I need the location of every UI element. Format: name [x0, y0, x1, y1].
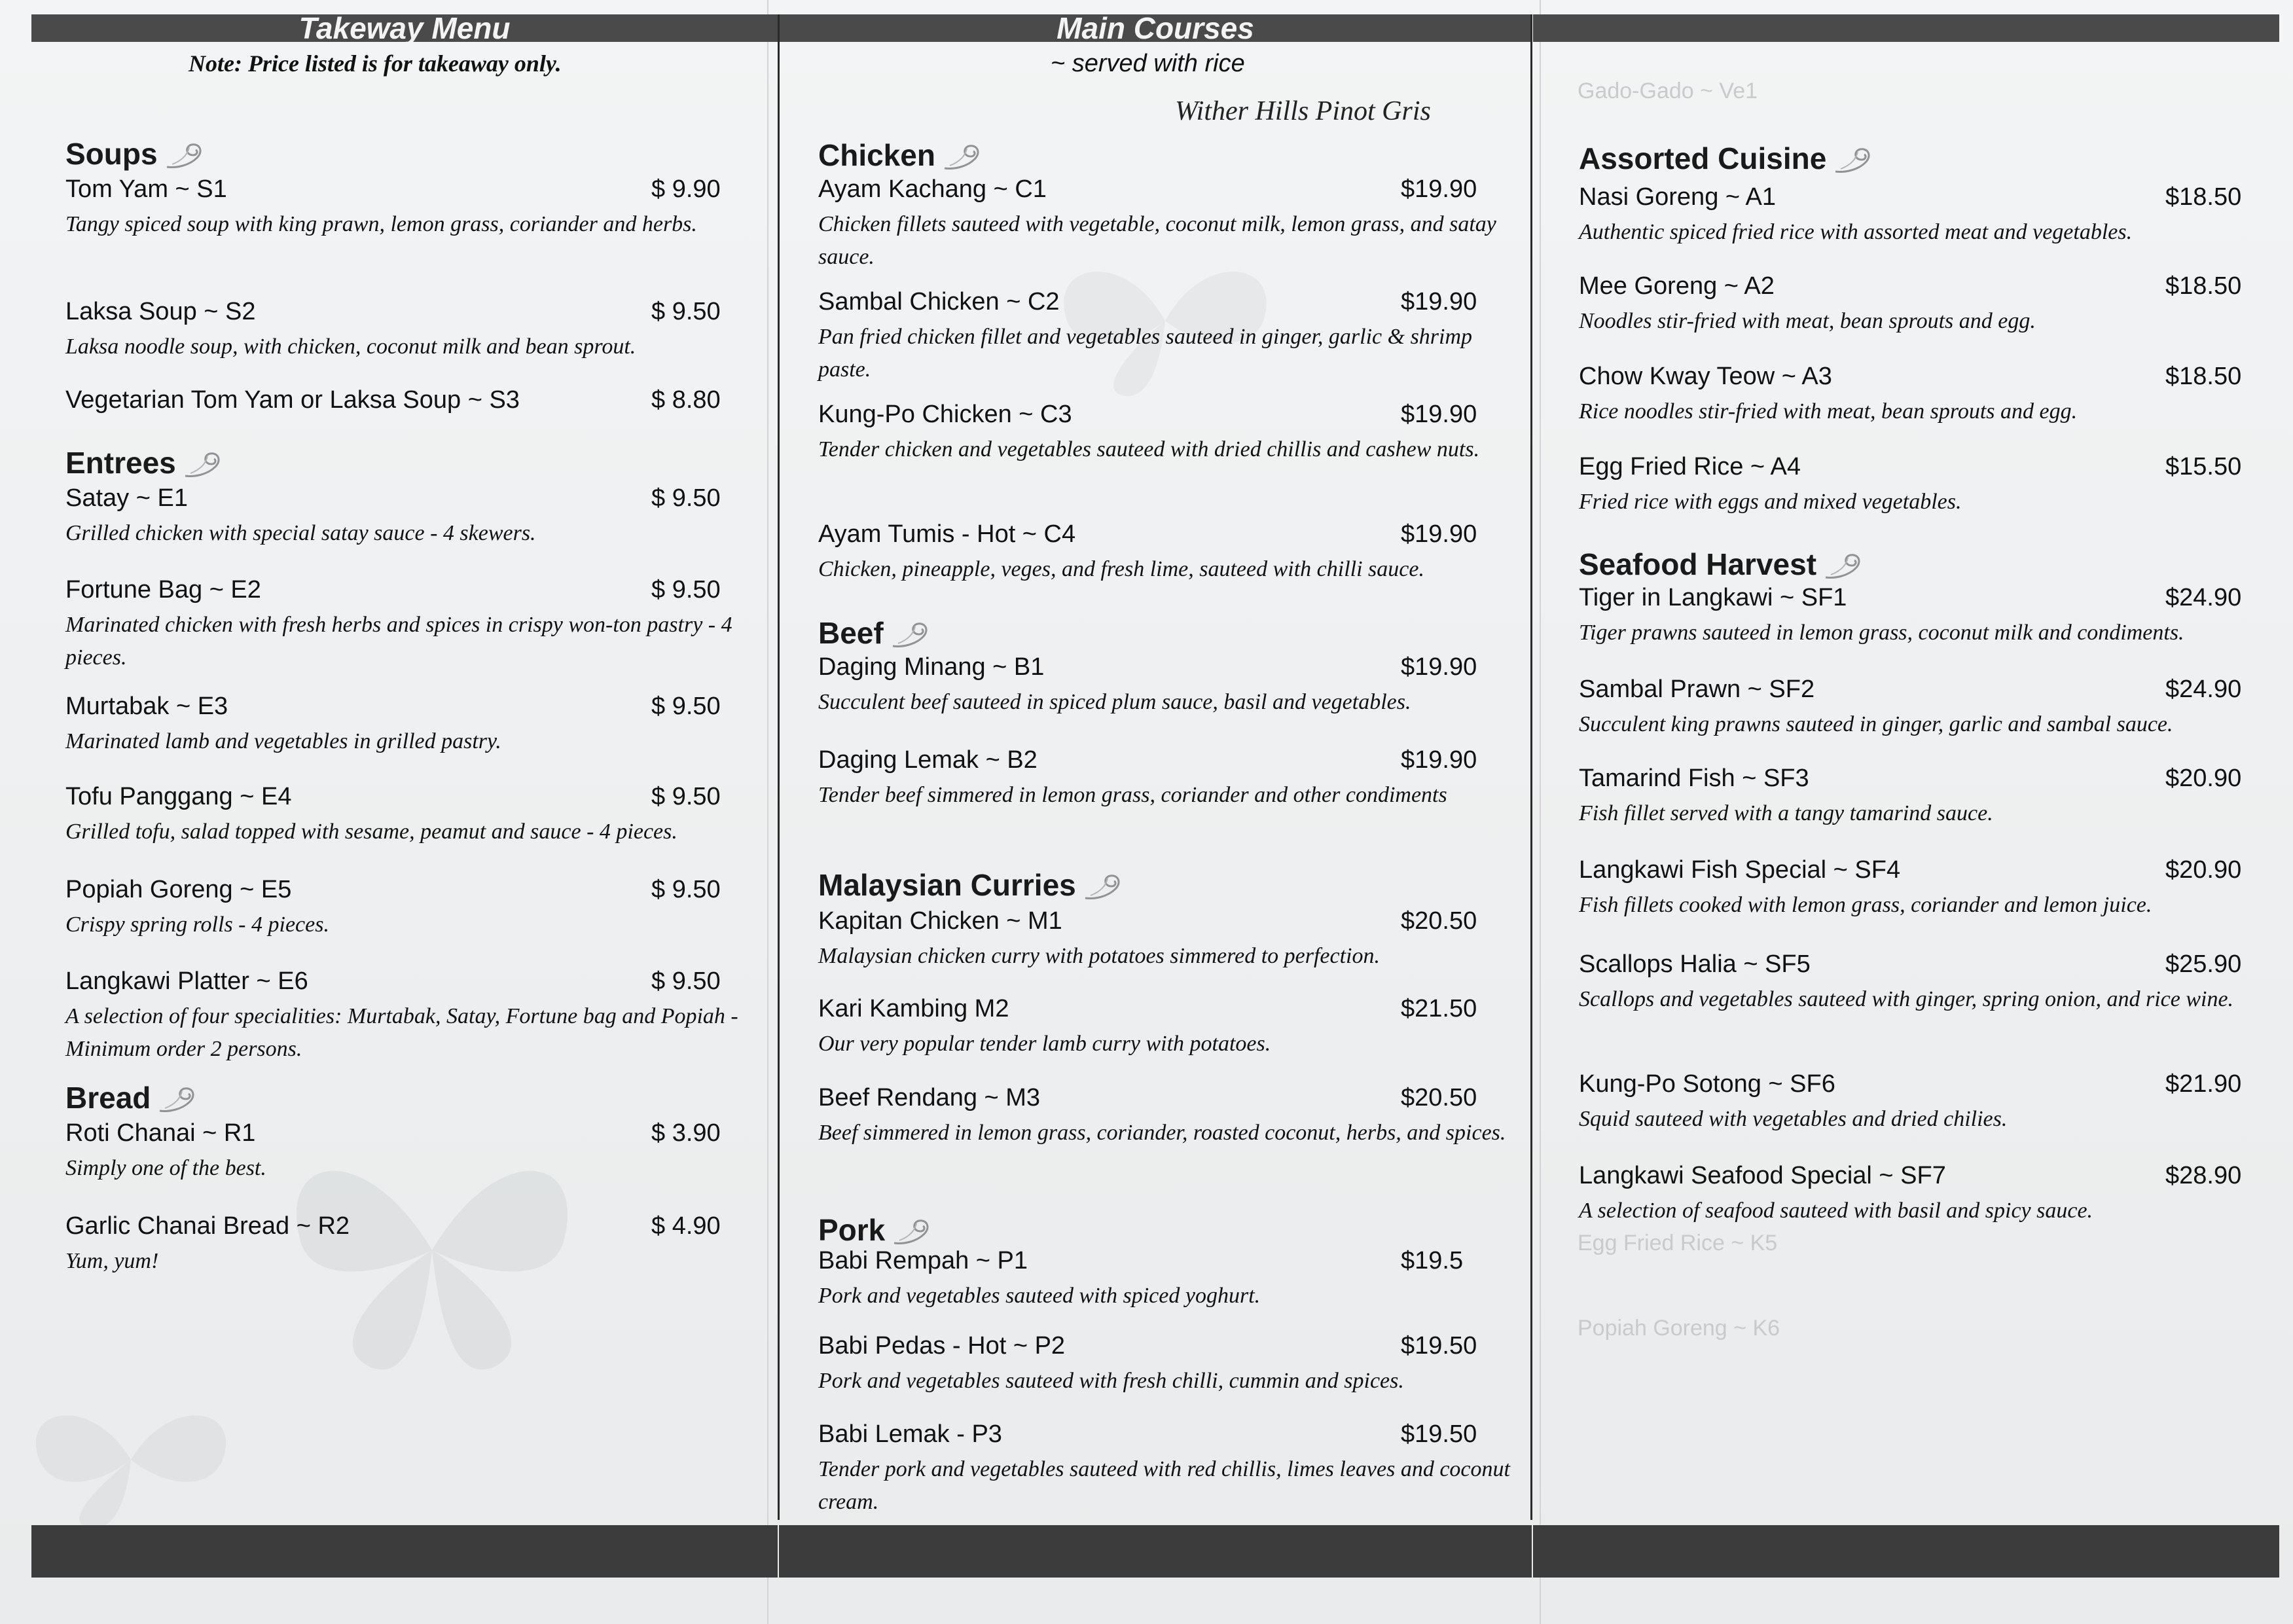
fold-line	[1540, 0, 1541, 1624]
menu-item-name: Laksa Soup ~ S2	[65, 298, 256, 325]
menu-item-price: $19.90	[1401, 653, 1477, 681]
menu-item-price: $18.50	[2165, 363, 2242, 390]
menu-item-price: $15.50	[2165, 453, 2242, 480]
section-heading	[65, 1080, 202, 1116]
left-title-bar	[31, 11, 778, 45]
fold-line	[767, 0, 768, 1624]
menu-item-description: A selection of four specialities: Murtabak, Satay, Fortune bag and Popiah - Minimum order 2 persons.	[65, 1004, 738, 1061]
menu-item-name: Langkawi Platter ~ E6	[65, 967, 308, 995]
menu-item-description: Scallops and vegetables sauteed with ginger, spring onion, and rice wine.	[1579, 987, 2234, 1011]
menu-item-price: $21.50	[1401, 995, 1477, 1022]
menu-item-price: $20.90	[2165, 856, 2242, 884]
menu-item-description: Marinated chicken with fresh herbs and spices in crispy won-ton pastry - 4 pieces.	[65, 613, 732, 670]
section-heading-label: Entrees	[65, 446, 176, 480]
menu-item-price: $25.90	[2165, 950, 2242, 978]
ghost-text: Gado-Gado ~ Ve1	[1578, 79, 1758, 103]
menu-item-price: $ 9.50	[651, 693, 721, 720]
section-heading	[1579, 141, 1877, 177]
menu-item-description: Our very popular tender lamb curry with potatoes.	[818, 1032, 1271, 1056]
column-divider	[1530, 14, 1532, 1520]
section-heading	[818, 1212, 936, 1248]
menu-item-description: Succulent beef sauteed in spiced plum sauce, basil and vegetables.	[818, 690, 1411, 714]
menu-item-name: Mee Goreng ~ A2	[1579, 272, 1775, 300]
menu-item-description: Malaysian chicken curry with potatoes simmered to perfection.	[818, 944, 1381, 968]
menu-item-price: $ 9.50	[651, 576, 721, 604]
menu-item-description: Tangy spiced soup with king prawn, lemon grass, coriander and herbs.	[65, 212, 697, 236]
section-heading	[65, 136, 209, 172]
section-heading	[1579, 547, 1868, 583]
right-footer-bar	[1533, 1525, 2279, 1578]
middle-title-bar	[779, 11, 1532, 45]
menu-item-description: Succulent king prawns sauteed in ginger, garlic and sambal sauce.	[1579, 712, 2173, 736]
swirl-ornament-icon	[941, 142, 986, 173]
menu-item-description: Fish fillets cooked with lemon grass, coriander and lemon juice.	[1579, 893, 2152, 917]
menu-item-name: Beef Rendang ~ M3	[818, 1084, 1041, 1111]
column-divider	[778, 14, 780, 1520]
menu-item-price: $19.50	[1401, 1420, 1477, 1448]
menu-item-name: Fortune Bag ~ E2	[65, 576, 261, 604]
menu-item-price: $19.90	[1401, 288, 1477, 316]
menu-item-price: $ 4.90	[651, 1212, 721, 1240]
menu-item-description: Tiger prawns sauteed in lemon grass, coconut milk and condiments.	[1579, 621, 2184, 645]
menu-item-price: $20.90	[2165, 765, 2242, 792]
menu-item-price: $19.90	[1401, 175, 1477, 203]
section-heading-label: Assorted Cuisine	[1579, 141, 1827, 175]
right-title-bar	[1533, 14, 2279, 42]
menu-item-description: Pork and vegetables sauteed with spiced yoghurt.	[818, 1284, 1261, 1308]
menu-item-price: $21.90	[2165, 1070, 2242, 1098]
menu-item-price: $ 9.50	[651, 967, 721, 995]
menu-item-description: Beef simmered in lemon grass, coriander, roasted coconut, herbs, and spices.	[818, 1121, 1506, 1145]
menu-item-name: Tamarind Fish ~ SF3	[1579, 765, 1809, 792]
menu-item-price: $18.50	[2165, 272, 2242, 300]
menu-item-name: Murtabak ~ E3	[65, 693, 228, 720]
menu-item-price: $ 9.90	[651, 175, 721, 203]
menu-item-description: Pork and vegetables sauteed with fresh chilli, cummin and spices.	[818, 1369, 1404, 1393]
menu-item-name: Tom Yam ~ S1	[65, 175, 227, 203]
menu-item-description: Yum, yum!	[65, 1249, 159, 1273]
menu-item-price: $19.50	[1401, 1332, 1477, 1360]
menu-item-description: Crispy spring rolls - 4 pieces.	[65, 912, 329, 937]
section-heading	[818, 867, 1127, 903]
menu-item-description: Marinated lamb and vegetables in grilled pastry.	[65, 729, 501, 753]
menu-item-name: Egg Fried Rice ~ A4	[1579, 453, 1801, 480]
menu-item-price: $24.90	[2165, 676, 2242, 703]
menu-item-price: $19.5	[1401, 1247, 1464, 1274]
menu-item-price: $ 3.90	[651, 1119, 721, 1147]
menu-item-price: $28.90	[2165, 1162, 2242, 1189]
menu-item-description: Rice noodles stir-fried with meat, bean sprouts and egg.	[1579, 399, 2078, 424]
menu-item-name: Babi Lemak - P3	[818, 1420, 1002, 1448]
menu-item-name: Kari Kambing M2	[818, 995, 1009, 1022]
menu-item-description: Squid sauteed with vegetables and dried chilies.	[1579, 1107, 2008, 1131]
menu-item-description: Tender pork and vegetables sauteed with red chillis, limes leaves and coconut cream.	[818, 1457, 1510, 1514]
section-heading-label: Malaysian Curries	[818, 868, 1076, 902]
menu-item-name: Ayam Tumis - Hot ~ C4	[818, 520, 1076, 548]
menu-item-price: $20.50	[1401, 907, 1477, 935]
menu-item-name: Ayam Kachang ~ C1	[818, 175, 1047, 203]
wine-name: Wither Hills Pinot Gris	[1175, 96, 1431, 126]
ghost-text: Egg Fried Rice ~ K5	[1578, 1231, 1778, 1255]
menu-item-price: $ 9.50	[651, 876, 721, 903]
section-heading-label: Bread	[65, 1081, 151, 1115]
served-with-rice-note: ~ served with rice	[1051, 50, 1245, 77]
menu-item-name: Tiger in Langkawi ~ SF1	[1579, 584, 1847, 611]
menu-item-name: Daging Lemak ~ B2	[818, 746, 1038, 774]
section-heading-label: Beef	[818, 616, 884, 650]
menu-item-description: Grilled chicken with special satay sauce - 4 skewers.	[65, 521, 536, 545]
takeaway-note: Note: Price listed is for takeaway only.	[189, 50, 562, 77]
swirl-ornament-icon	[1081, 872, 1127, 903]
middle-panel-title: Main Courses	[1056, 11, 1254, 45]
menu-item-description: Grilled tofu, salad topped with sesame, peamut and sauce - 4 pieces.	[65, 820, 677, 844]
menu-item-name: Scallops Halia ~ SF5	[1579, 950, 1811, 978]
menu-item-price: $19.90	[1401, 520, 1477, 548]
menu-item-price: $19.90	[1401, 401, 1477, 428]
swirl-ornament-icon	[156, 1085, 202, 1116]
menu-item-description: Fried rice with eggs and mixed vegetables.	[1579, 490, 1962, 514]
menu-item-description: Noodles stir-fried with meat, bean sprouts and egg.	[1579, 309, 2036, 333]
menu-item-name: Garlic Chanai Bread ~ R2	[65, 1212, 350, 1240]
section-heading	[818, 615, 935, 651]
menu-item-name: Vegetarian Tom Yam or Laksa Soup ~ S3	[65, 386, 520, 414]
menu-item-name: Langkawi Fish Special ~ SF4	[1579, 856, 1901, 884]
menu-item-price: $ 9.50	[651, 783, 721, 810]
section-heading-label: Soups	[65, 137, 158, 171]
section-heading	[818, 137, 986, 173]
menu-item-name: Chow Kway Teow ~ A3	[1579, 363, 1832, 390]
menu-item-description: Tender beef simmered in lemon grass, coriander and other condiments	[818, 783, 1447, 807]
swirl-ornament-icon	[889, 620, 935, 651]
menu-item-price: $ 9.50	[651, 298, 721, 325]
menu-item-price: $24.90	[2165, 584, 2242, 611]
menu-item-name: Nasi Goreng ~ A1	[1579, 183, 1777, 211]
swirl-ornament-icon	[890, 1217, 936, 1248]
menu-item-price: $20.50	[1401, 1084, 1477, 1111]
section-heading-label: Seafood Harvest	[1579, 547, 1817, 581]
butterfly-watermark-icon	[13, 1388, 249, 1532]
menu-item-name: Langkawi Seafood Special ~ SF7	[1579, 1162, 1946, 1189]
menu-item-description: Fish fillet served with a tangy tamarind sauce.	[1579, 801, 1993, 825]
menu-item-name: Sambal Prawn ~ SF2	[1579, 676, 1815, 703]
menu-item-name: Sambal Chicken ~ C2	[818, 288, 1060, 316]
menu-item-price: $ 8.80	[651, 386, 721, 414]
left-footer-bar	[31, 1525, 778, 1578]
menu-item-name: Roti Chanai ~ R1	[65, 1119, 256, 1147]
menu-item-name: Kung-Po Sotong ~ SF6	[1579, 1070, 1835, 1098]
swirl-ornament-icon	[1832, 145, 1877, 177]
ghost-text: Popiah Goreng ~ K6	[1578, 1316, 1780, 1341]
middle-footer-bar	[779, 1525, 1532, 1578]
swirl-ornament-icon	[181, 450, 227, 481]
menu-item-name: Babi Rempah ~ P1	[818, 1247, 1028, 1274]
menu-item-description: Chicken, pineapple, veges, and fresh lime, sauteed with chilli sauce.	[818, 557, 1424, 581]
menu-item-description: Simply one of the best.	[65, 1156, 266, 1180]
menu-item-name: Daging Minang ~ B1	[818, 653, 1045, 681]
menu-item-name: Kapitan Chicken ~ M1	[818, 907, 1062, 935]
left-panel-title: Takeway Menu	[298, 11, 511, 45]
menu-item-price: $ 9.50	[651, 484, 721, 512]
swirl-ornament-icon	[163, 141, 209, 172]
menu-item-price: $18.50	[2165, 183, 2242, 211]
section-heading	[65, 445, 227, 481]
menu-item-description: Chicken fillets sauteed with vegetable, coconut milk, lemon grass, and satay sauce.	[818, 212, 1496, 269]
menu-item-description: A selection of seafood sauteed with basil and spicy sauce.	[1579, 1199, 2093, 1223]
menu-item-name: Babi Pedas - Hot ~ P2	[818, 1332, 1066, 1360]
menu-item-description: Laksa noodle soup, with chicken, coconut milk and bean sprout.	[65, 334, 636, 359]
menu-item-name: Popiah Goreng ~ E5	[65, 876, 292, 903]
menu-item-description: Tender chicken and vegetables sauteed with dried chillis and cashew nuts.	[818, 437, 1480, 461]
section-heading-label: Pork	[818, 1213, 886, 1247]
menu-item-name: Satay ~ E1	[65, 484, 188, 512]
section-heading-label: Chicken	[818, 138, 935, 172]
menu-item-price: $19.90	[1401, 746, 1477, 774]
menu-item-description: Pan fried chicken fillet and vegetables sauteed in ginger, garlic & shrimp paste.	[818, 325, 1473, 382]
menu-item-name: Tofu Panggang ~ E4	[65, 783, 292, 810]
menu-item-description: Authentic spiced fried rice with assorted meat and vegetables.	[1579, 220, 2133, 244]
menu-item-name: Kung-Po Chicken ~ C3	[818, 401, 1072, 428]
swirl-ornament-icon	[1822, 551, 1868, 583]
